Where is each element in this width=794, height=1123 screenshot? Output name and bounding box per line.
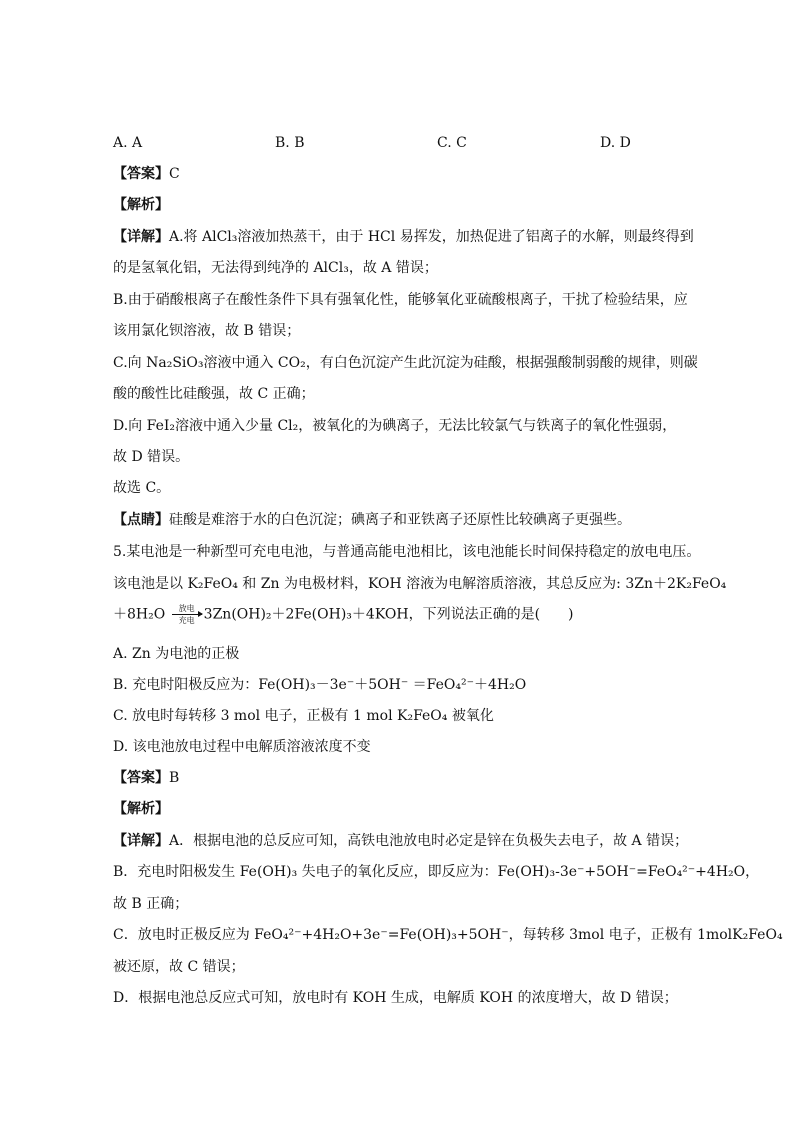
detail-line-6: 酸的酸性比硅酸强，故 C 正确； (113, 386, 315, 402)
q5-answer-tag: 【答案】 (113, 770, 169, 786)
q5-answer-value: B (169, 770, 180, 786)
equation-right: 3Zn(OH)₂＋2Fe(OH)₃＋4KOH，下列说法正确的是( ) (203, 606, 574, 623)
detail-line-5: C.向 Na₂SiO₃溶液中通入 CO₂，有白色沉淀产生此沉淀为硅酸，根据强酸制弱酸的规律，则碳 (113, 355, 698, 371)
q5-option-a: A. Zn 为电池的正极 (113, 646, 240, 662)
analysis-tag: 【解析】 (113, 197, 169, 213)
answer-line (113, 164, 180, 184)
q5-detail-line-5: 被还原，故 C 错误； (113, 959, 245, 975)
q5-option-d: D. 该电池放电过程中电解质溶液浓度不变 (113, 739, 371, 755)
answer-value: C (169, 166, 180, 182)
reversible-arrow (172, 604, 202, 625)
detail-line-3: B.由于硝酸根离子在酸性条件下具有强氧化性，能够氧化亚硫酸根离子，干扰了检验结果，应 (113, 292, 688, 308)
arrow-icon (172, 614, 202, 615)
option-a: A. A (113, 135, 143, 151)
q5-detail-line-6: D．根据电池总反应式可知，放电时有 KOH 生成，电解质 KOH 的浓度增大，故 D 错误； (113, 990, 678, 1006)
detail-line-4: 该用氯化钡溶液，故 B 错误； (113, 323, 301, 339)
q5-option-c: C. 放电时每转移 3 mol 电子，正极有 1 mol K₂FeO₄ 被氧化 (113, 708, 494, 724)
answer-tag: 【答案】 (113, 166, 169, 182)
q5-detail-line-1 (113, 831, 688, 851)
q5-detail-line-4: C．放电时正极反应为 FeO₄²⁻+4H₂O+3e⁻=Fe(OH)₃+5OH⁻，每转移 3mol 电子，正极有 1molK₂FeO₄ (113, 927, 783, 943)
discharge-label: 放电 (178, 604, 195, 613)
q5-stem-line-3 (113, 604, 574, 625)
q5-detail-line-3: 故 B 正确； (113, 896, 189, 912)
detail-text-1: A.将 AlCl₃溶液加热蒸干，由于 HCl 易挥发，加热促进了铝离子的水解，则最终得到 (169, 229, 694, 245)
q5-answer-line (113, 768, 179, 788)
q5-analysis-tag: 【解析】 (113, 801, 169, 817)
point-text: 硅酸是难溶于水的白色沉淀；碘离子和亚铁离子还原性比较碘离子更强些。 (169, 512, 631, 528)
option-b: B. B (275, 135, 305, 151)
q5-option-b: B. 充电时阳极反应为：Fe(OH)₃－3e⁻＋5OH⁻ ＝FeO₄²⁻＋4H₂O (113, 677, 527, 693)
q5-detail-line-2: B．充电时阳极发生 Fe(OH)₃ 失电子的氧化反应，即反应为：Fe(OH)₃-3e⁻+5OH⁻=FeO₄²⁻+4H₂O， (113, 864, 760, 880)
option-d: D. D (600, 135, 631, 151)
point-tag: 【点睛】 (113, 512, 169, 528)
equation-left: ＋8H₂O (113, 606, 166, 623)
detail-line-2: 的是氢氧化铝，无法得到纯净的 AlCl₃，故 A 错误； (113, 260, 438, 276)
detail-line-8: 故 D 错误。 (113, 449, 190, 465)
q5-detail-text-1: A．根据电池的总反应可知，高铁电池放电时必定是锌在负极失去电子，故 A 错误； (169, 833, 689, 849)
point-line (113, 510, 631, 530)
charge-label: 充电 (178, 616, 195, 625)
q5-stem-line-2: 该电池是以 K₂FeO₄ 和 Zn 为电极材料，KOH 溶液为电解溶质溶液，其总反应为: 3Zn＋2K₂FeO₄ (113, 576, 727, 592)
q5-detail-tag: 【详解】 (113, 833, 169, 849)
detail-line-7: D.向 FeI₂溶液中通入少量 Cl₂，被氧化的为碘离子，无法比较氯气与铁离子的氧化性强弱， (113, 418, 677, 434)
conclusion-line: 故选 C。 (113, 480, 171, 496)
detail-tag: 【详解】 (113, 229, 169, 245)
q5-stem-line-1: 5.某电池是一种新型可充电电池，与普通高能电池相比，该电池能长时间保持稳定的放电电压。 (113, 544, 701, 560)
option-c: C. C (437, 135, 467, 151)
detail-line-1 (113, 227, 694, 247)
